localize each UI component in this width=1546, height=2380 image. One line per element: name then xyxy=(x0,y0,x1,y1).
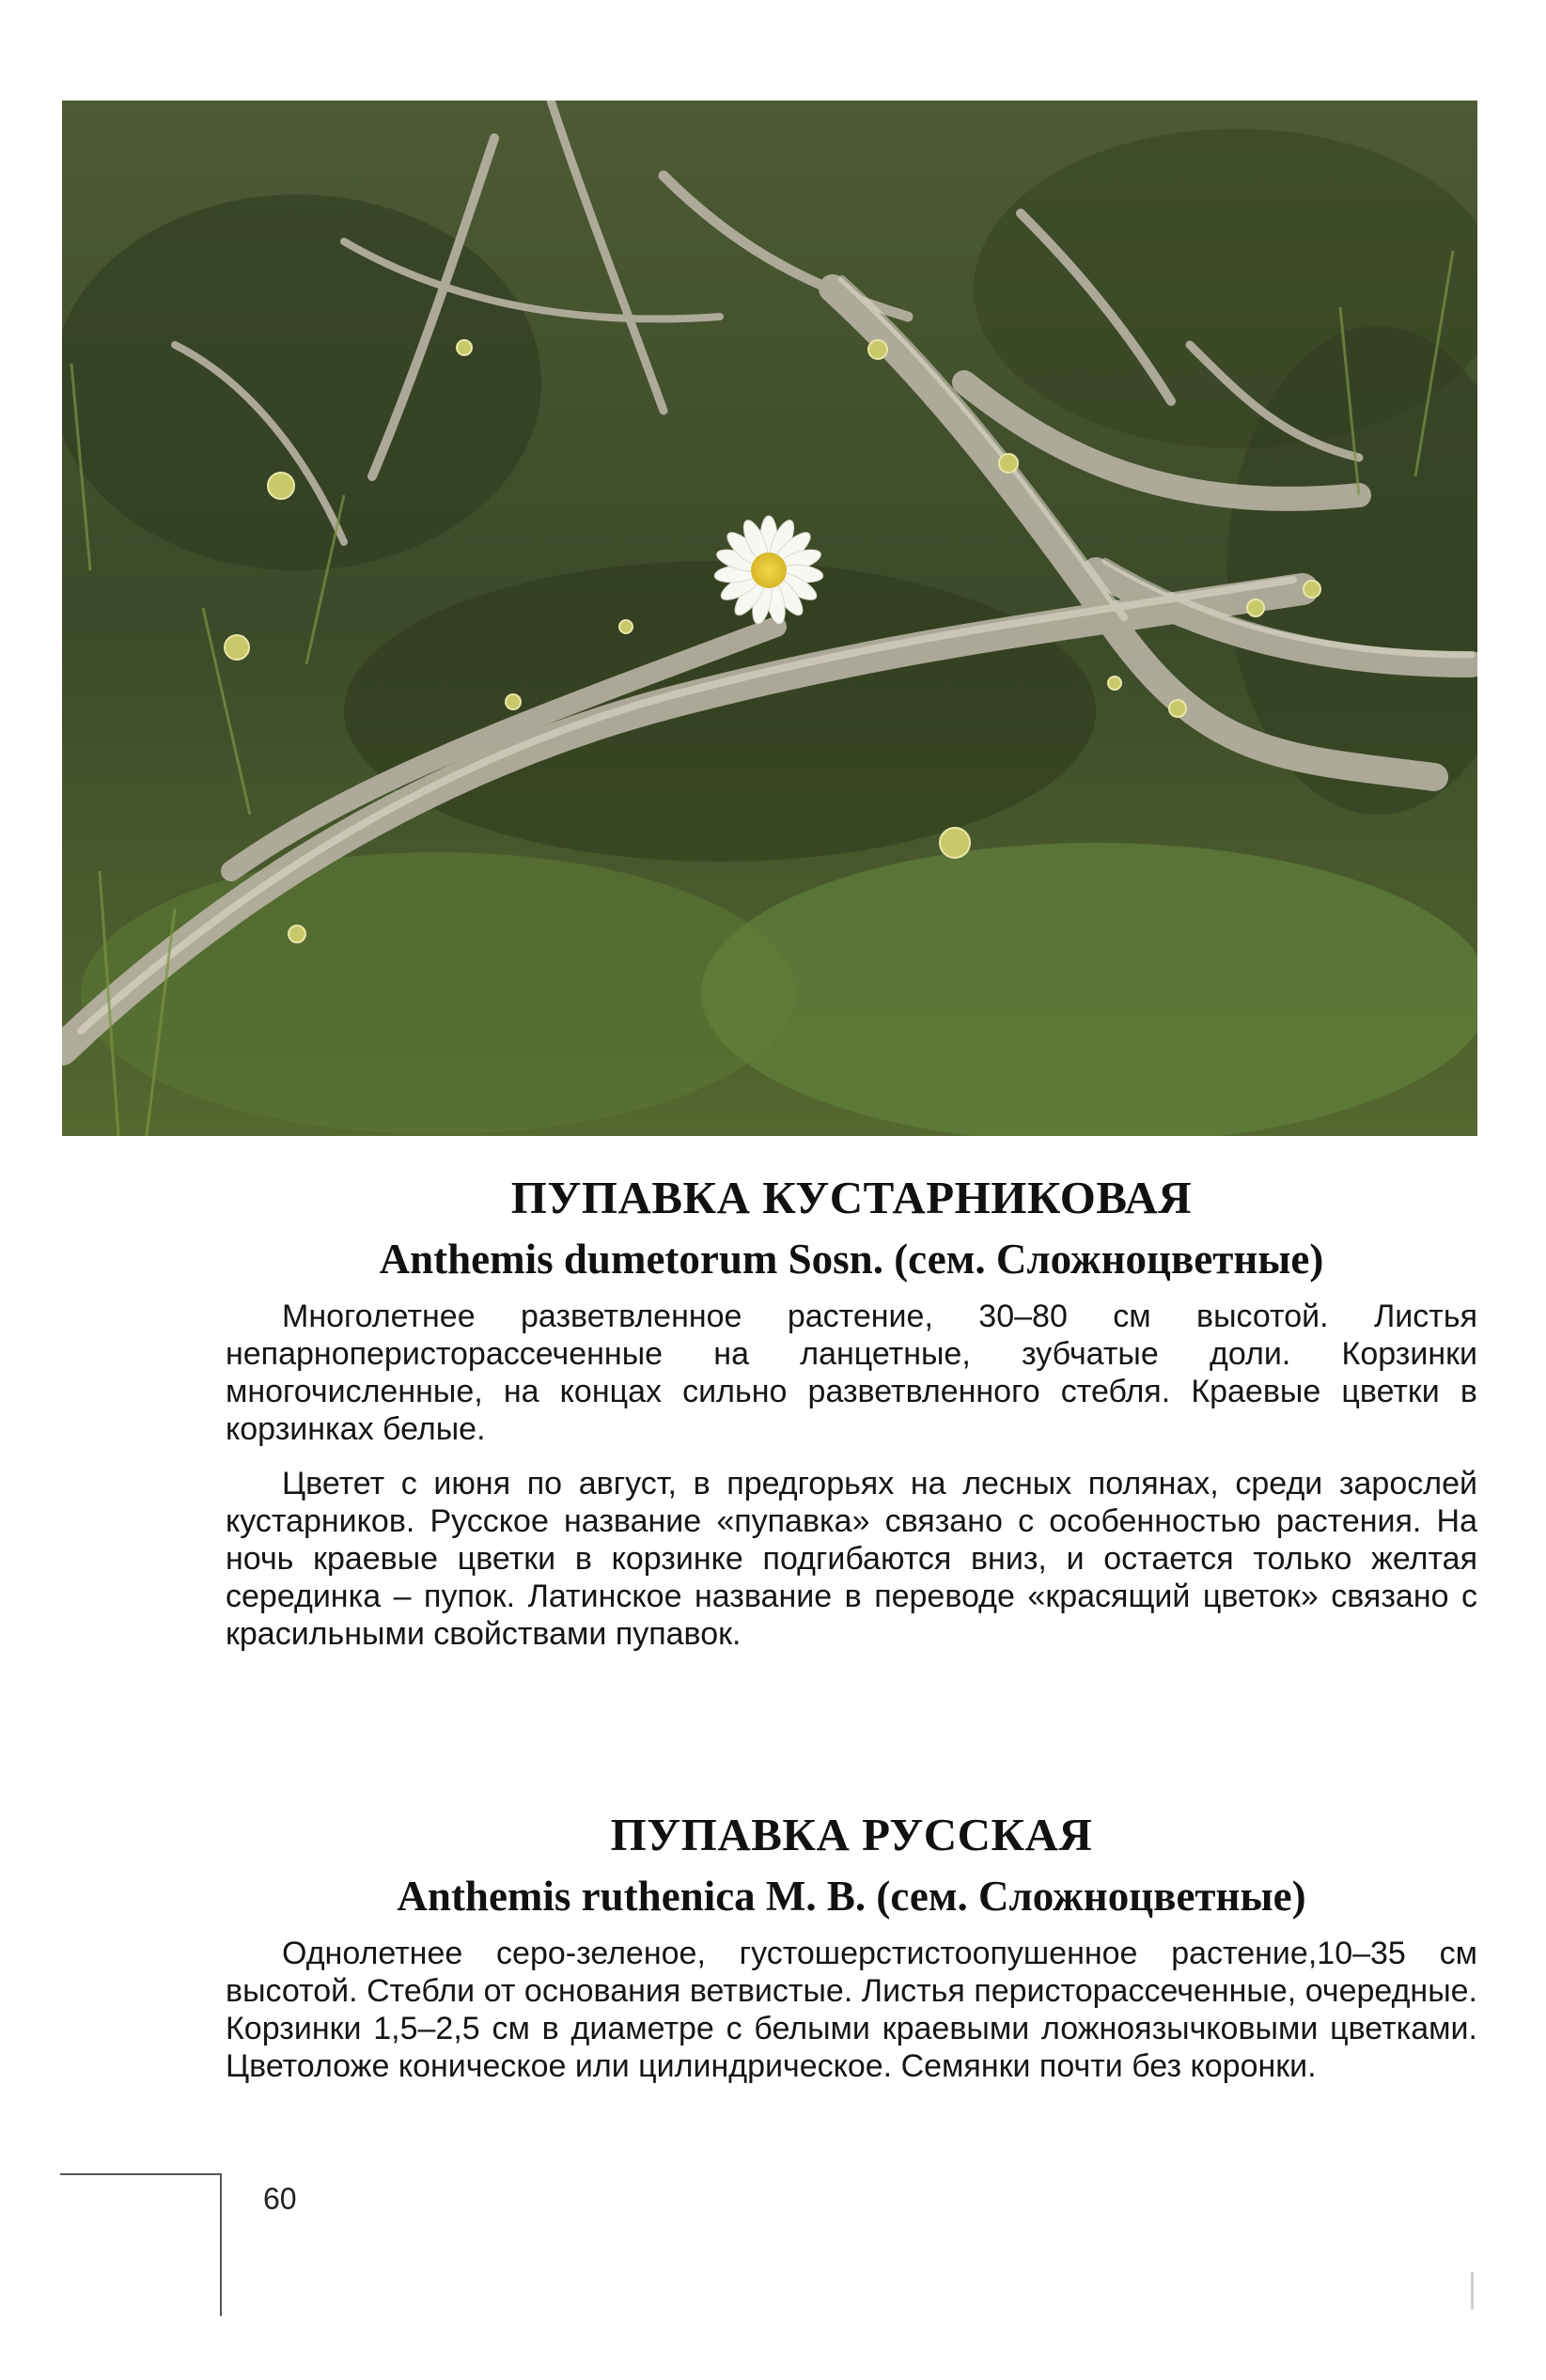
species-latin-name: Anthemis ruthenica M. B. (сем. Сложноцветные) xyxy=(397,1873,1306,1920)
page-number: 60 xyxy=(263,2182,297,2216)
description-paragraph: Однолетнее серо-зеленое, густошерстистоопушенное растение,10–35 см высотой. Стебли от основания ветвистые. Листья перисторассеченные, очередные. Корзинки 1,5–2,5 см в диаметре с белыми краевыми ложноязычковыми цветками. Цветоложе коническое или цилиндрическое. Семянки почти без коронки. xyxy=(226,1936,1477,2084)
species-latin-name: Anthemis dumetorum Sosn. (сем. Сложноцветные) xyxy=(379,1236,1324,1283)
species-section-ruthenica xyxy=(226,1807,1477,2085)
plant-photo-illustration xyxy=(62,101,1477,1136)
species-common-name: ПУПАВКА КУСТАРНИКОВАЯ xyxy=(510,1172,1193,1223)
page-edge-mark xyxy=(1471,2272,1474,2310)
species-section-dumetorum xyxy=(226,1170,1477,1653)
species-common-name: ПУПАВКА РУССКАЯ xyxy=(610,1809,1093,1860)
plant-photo xyxy=(62,101,1477,1136)
description-paragraph: Цветет с июня по август, в предгорьях на лесных полянах, среди зарослей кустарников. Русское название «пупавка» связано с особенностью растения. На ночь краевые цветки в корзинке подгибаются вниз, и остается только желтая серединка – пупок. Латинское название в переводе «красящий цветок» связано с красильными свойствами пупавок. xyxy=(226,1466,1477,1652)
corner-rule xyxy=(60,2173,222,2316)
description-paragraph: Многолетнее разветвленное растение, 30–80 см высотой. Листья непарноперисторассеченные на ланцетные, зубчатые доли. Корзинки многочисленные, на концах сильно разветвленного стебля. Краевые цветки в корзинках белые. xyxy=(226,1299,1477,1447)
